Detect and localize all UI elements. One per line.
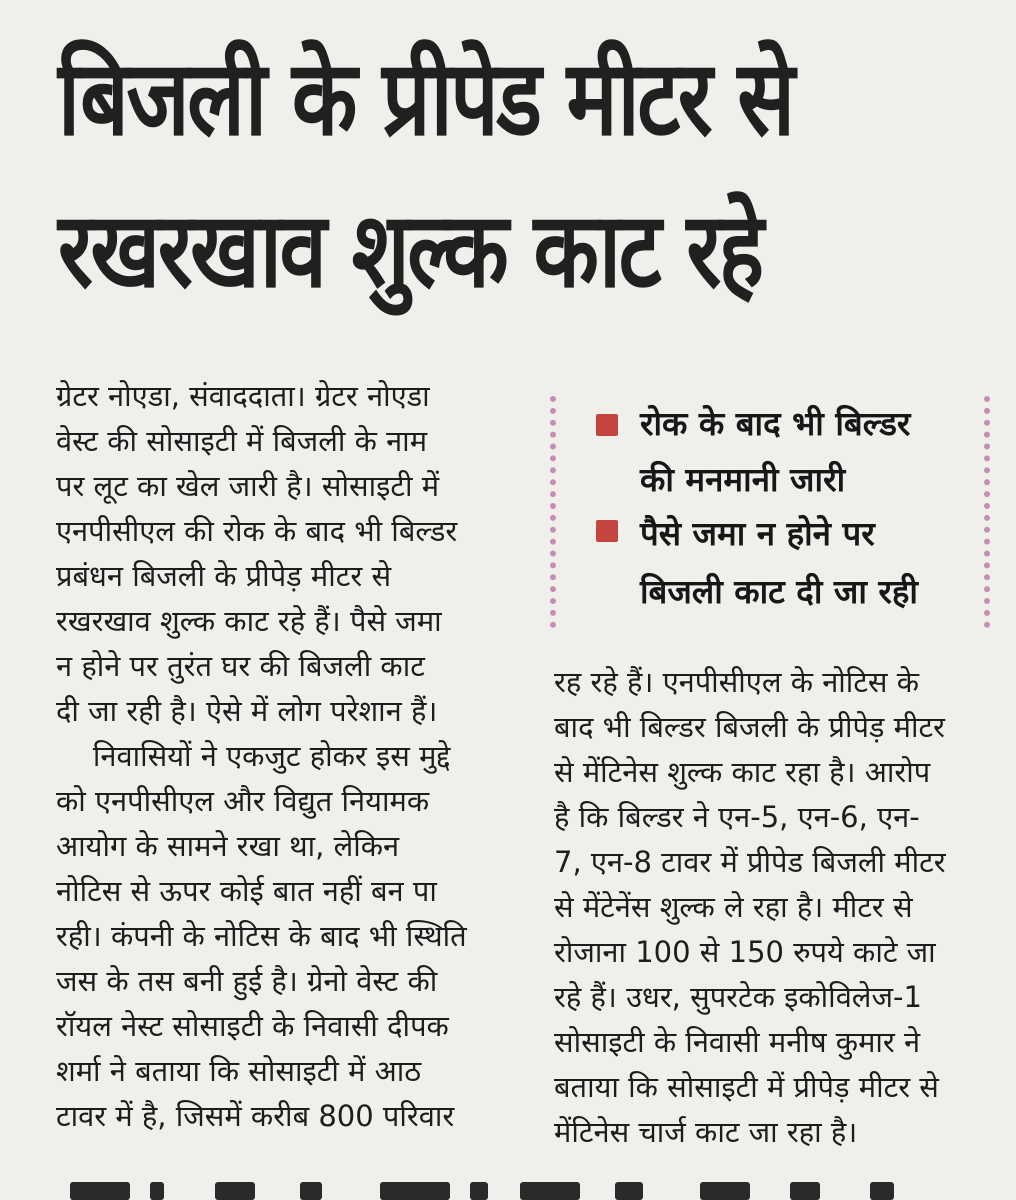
text-line: रोजाना 100 से 150 रुपये काटे जा (554, 935, 936, 969)
text-line: रहे हैं। उधर, सुपरटेक इकोविलेज-1 (554, 980, 922, 1014)
text-line: रह रहे हैं। एनपीसीएल के नोटिस के (554, 665, 920, 699)
text-line: वेस्ट की सोसाइटी में बिजली के नाम (56, 424, 428, 458)
text-line: बाद भी बिल्डर बिजली के प्रीपेड़ मीटर (554, 710, 945, 744)
text-line: न होने पर तुरंत घर की बिजली काट (56, 649, 425, 683)
text-line: 7, एन-8 टावर में प्रीपेड बिजली मीटर (554, 845, 946, 879)
text-line: आयोग के सामने रखा था, लेकिन (56, 829, 400, 863)
cut-off-next-headline (0, 1168, 1016, 1200)
text-line: पर लूट का खेल जारी है। सोसाइटी में (56, 469, 440, 503)
text-line: रखरखाव शुल्क काट रहे हैं। पैसे जमा (56, 604, 442, 638)
text-line: ग्रेटर नोएडा, संवाददाता। ग्रेटर नोएडा (56, 379, 430, 413)
text-line: शर्मा ने बताया कि सोसाइटी में आठ (56, 1054, 422, 1088)
text-line: से मेंटेनेंस शुल्क ले रहा है। मीटर से (554, 890, 913, 924)
headline-line-1: बिजली के प्रीपेड मीटर से (58, 37, 793, 159)
text-line: सोसाइटी के निवासी मनीष कुमार ने (554, 1025, 921, 1059)
text-line: रही। कंपनी के नोटिस के बाद भी स्थिति (56, 919, 467, 953)
text-line: जस के तस बनी हुई है। ग्रेनो वेस्ट की (56, 964, 438, 998)
article-headline (58, 22, 837, 326)
text-line: बताया कि सोसाइटी में प्रीपेड़ मीटर से (554, 1070, 939, 1104)
text-line: प्रबंधन बिजली के प्रीपेड़ मीटर से (56, 559, 392, 593)
headline-line-2: रखरखाव शुल्क काट रहे (58, 189, 762, 311)
red-square-bullet-icon (596, 520, 618, 542)
highlight-1-line-2: की मनमानी जारी (640, 460, 846, 499)
article-column-right (554, 660, 946, 1155)
text-line: रॉयल नेस्ट सोसाइटी के निवासी दीपक (56, 1009, 449, 1043)
text-line: टावर में है, जिसमें करीब 800 परिवार (56, 1099, 455, 1133)
text-line: निवासियों ने एकजुट होकर इस मुद्दे (56, 739, 451, 773)
highlight-2-line-2: बिजली काट दी जा रही (640, 572, 918, 611)
highlight-1-line-1: रोक के बाद भी बिल्डर (640, 404, 911, 443)
text-line: को एनपीसीएल और विद्युत नियामक (56, 784, 430, 818)
text-line: एनपीसीएल की रोक के बाद भी बिल्डर (56, 514, 458, 548)
text-line: नोटिस से ऊपर कोई बात नहीं बन पा (56, 874, 437, 908)
text-line: है कि बिल्डर ने एन-5, एन-6, एन- (554, 800, 920, 834)
text-line: मेंटिनेस चार्ज काट जा रहा है। (554, 1115, 858, 1149)
highlight-2-line-1: पैसे जमा न होने पर (640, 514, 875, 553)
article-column-left (56, 374, 467, 1139)
red-square-bullet-icon (596, 414, 618, 436)
text-line: दी जा रही है। ऐसे में लोग परेशान हैं। (56, 694, 438, 728)
text-line: से मेंटिनेस शुल्क काट रहा है। आरोप (554, 755, 931, 789)
